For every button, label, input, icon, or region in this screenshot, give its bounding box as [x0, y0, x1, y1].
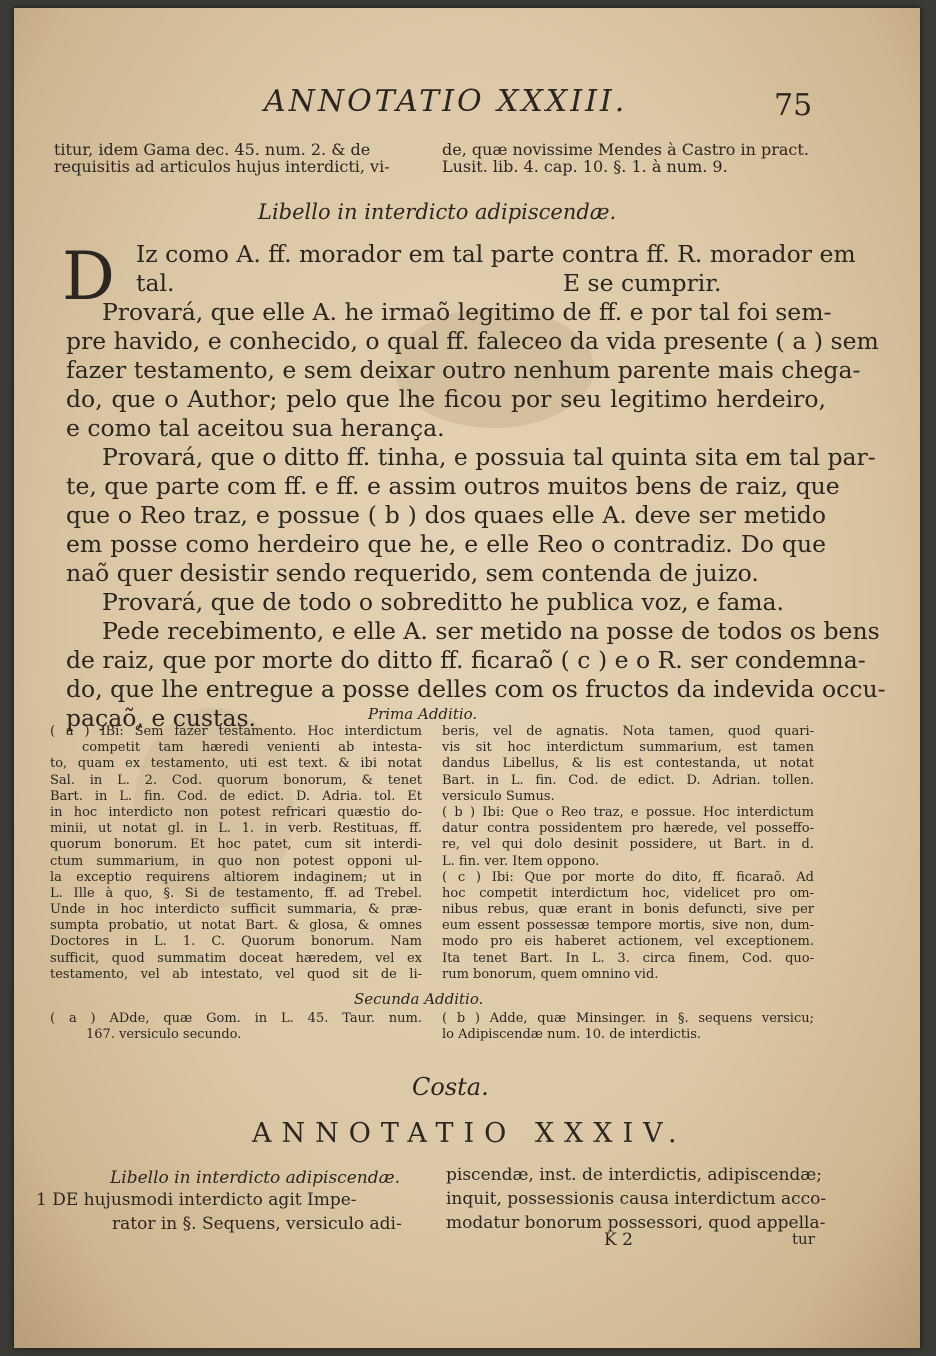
footnote-line: dandus Libellus, & lis est contestanda, ut notat	[442, 756, 814, 772]
text-line: Provará, que elle A. he irmaõ legitimo de ff. e por tal foi sem-	[102, 298, 832, 326]
libello-title: Libello in interdicto adipiscendæ.	[258, 200, 617, 224]
footnote-line: versiculo Sumus.	[442, 788, 555, 804]
text-line: Iz como A. ff. morador em tal parte contra ff. R. morador em	[136, 240, 856, 268]
text-line: que o Reo traz, e possue ( b ) dos quaes elle A. deve ser metido	[66, 501, 826, 529]
footnote-line: re, vel qui dolo desinit possidere, ut Bart. in d.	[442, 837, 814, 853]
footnote-line: in hoc interdicto non potest refricari quæstio do-	[50, 804, 422, 820]
footnote-line: sumpta probatio, ut notat Bart. & glosa, & omnes	[50, 918, 422, 934]
text-line: Pede recebimento, e elle A. ser metido na posse de todos os bens	[102, 617, 880, 645]
drop-cap: D	[62, 238, 115, 315]
text-line: titur, idem Gama dec. 45. num. 2. & de	[54, 140, 371, 159]
text-line: Provará, que o ditto ff. tinha, e possuia tal quinta sita em tal par-	[102, 443, 876, 471]
footnote-line: L. fin. ver. Item oppono.	[442, 853, 600, 869]
text-line: do, que o Author; pelo que lhe ficou por seu legitimo herdeiro,	[66, 385, 826, 413]
annotatio-heading: ANNOTATIO XXXIV.	[252, 1118, 687, 1149]
footnote-line: testamento, vel ab intestato, vel quod sit de li-	[50, 966, 422, 982]
text-line: piscendæ, inst. de interdictis, adipiscendæ;	[446, 1165, 823, 1185]
footnote-line: ctum summarium, in quo non potest opponi ul-	[50, 853, 422, 869]
text-line: naõ quer desistir sendo requerido, sem contenda de juizo.	[66, 559, 759, 587]
text-line: tal. E se cumprir.	[136, 269, 722, 297]
footnote-line: lo Adipiscendæ num. 10. de interdictis.	[442, 1027, 702, 1043]
footnote-line: competit tam hæredi venienti ab intesta-	[82, 740, 422, 756]
footnotes-left	[50, 724, 422, 983]
text-line: de, quæ novissime Mendes à Castro in pract.	[442, 140, 809, 159]
text-line: te, que parte com ff. e ff. e assim outros muitos bens de raiz, que	[66, 472, 840, 500]
lower-right-column	[446, 1163, 826, 1235]
text-line: Provará, que de todo o sobreditto he publica voz, e fama.	[102, 588, 784, 616]
text-line: de raiz, que por morte do ditto ff. ficaraõ ( c ) e o R. ser condemna-	[66, 646, 866, 674]
footnote-line: datur contra possidentem pro hærede, vel posseffo-	[442, 821, 814, 837]
footnote-line: quorum bonorum. Et hoc patet, cum sit interdi-	[50, 837, 422, 853]
lower-left-title: Libello in interdicto adipiscendæ.	[110, 1168, 400, 1188]
footnote-line: eum essent possessæ tempore mortis, sive non, dum-	[442, 918, 814, 934]
secunda-additio-heading: Secunda Additio.	[354, 990, 484, 1008]
footnote-line: minii, ut notat gl. in L. 1. in verb. Restituas, ff.	[50, 821, 422, 837]
footnote-line: sufficit, quod summatim doceat hæredem, vel ex	[50, 950, 422, 966]
footnote-line: Doctores in L. 1. C. Quorum bonorum. Nam	[50, 934, 422, 950]
lower-left-column	[36, 1188, 402, 1236]
catchword-costa: Costa.	[412, 1073, 489, 1101]
footnote-line: Sal. in L. 2. Cod. quorum bonorum, & tenet	[50, 772, 422, 788]
footnote-line: vis sit hoc interdictum summarium, est tamen	[442, 740, 814, 756]
text-line: paçaõ, e custas.	[66, 704, 257, 732]
prima-additio-heading: Prima Additio.	[368, 705, 478, 723]
text-line: pre havido, e conhecido, o qual ff. faleceo da vida presente ( a ) sem	[66, 327, 879, 355]
footnote-line: beris, vel de agnatis. Nota tamen, quod quari-	[442, 724, 814, 739]
footnote-line: la exceptio requirens altiorem indaginem; ut in	[50, 869, 422, 885]
footnote-line: L. Ille à quo, §. Si de testamento, ff. ad Trebel.	[50, 885, 422, 901]
footnotes2-left	[50, 1011, 422, 1043]
footnote-line: Bart. in L. fin. Cod. de edict. D. Adrian. tollen.	[442, 772, 814, 788]
footnote-line: nibus rebus, quæ erant in bonis defuncti, sive per	[442, 902, 814, 918]
text-line: modatur bonorum possessori, quod appella-	[446, 1213, 826, 1233]
catchword: tur	[792, 1230, 815, 1248]
footnote-line: Unde in hoc interdicto sufficit summaria, & præ-	[50, 902, 422, 918]
footnote-line: rum bonorum, quem omnino vid.	[442, 966, 659, 982]
text-line: rator in §. Sequens, versiculo adi-	[112, 1214, 402, 1234]
text-line: em posse como herdeiro que he, e elle Reo o contradiz. Do que	[66, 530, 826, 558]
text-line: inquit, possessionis causa interdictum acco-	[446, 1189, 827, 1209]
footnote-line: Bart. in L. fin. Cod. de edict. D. Adria. tol. Et	[50, 788, 422, 804]
text-line: do, que lhe entregue a posse delles com os fructos da indevida occu-	[66, 675, 886, 703]
signature-mark: K 2	[604, 1230, 633, 1250]
footnotes-right	[442, 724, 814, 983]
footnote-line: to, quam ex testamento, uti est text. & ibi notat	[50, 756, 422, 772]
main-text	[66, 240, 886, 733]
text-line: Lusit. lib. 4. cap. 10. §. 1. à num. 9.	[442, 157, 728, 176]
running-header: ANNOTATIO XXXIII.	[264, 84, 628, 119]
page-number: 75	[774, 88, 813, 123]
footnote-line: modo pro eis haberet actionem, vel exceptionem.	[442, 934, 814, 950]
book-page	[14, 8, 920, 1348]
footnotes2-right	[442, 1011, 814, 1043]
footnote-line: ( a ) ADde, quæ Gom. in L. 45. Taur. num.	[50, 1011, 422, 1026]
top-right-column	[442, 141, 809, 175]
text-line: fazer testamento, e sem deixar outro nenhum parente mais chega-	[66, 356, 861, 384]
footnote-line: Ita tenet Bart. In L. 3. circa finem, Cod. quo-	[442, 950, 814, 966]
footnote-line: ( a ) IBi: Sem fazer testamento. Hoc interdictum	[50, 724, 422, 739]
top-left-column	[54, 141, 390, 175]
text-line: 1 DE hujusmodi interdicto agit Impe-	[36, 1190, 357, 1210]
footnote-line: ( b ) Adde, quæ Minsinger. in §. sequens versicu;	[442, 1011, 814, 1026]
text-line: requisitis ad articulos hujus interdicti, vi-	[54, 157, 390, 176]
footnote-line: ( c ) Ibi: Que por morte do dito, ff. ficaraõ. Ad	[442, 869, 814, 885]
footnote-line: ( b ) Ibi: Que o Reo traz, e possue. Hoc interdictum	[442, 804, 814, 820]
footnote-line: 167. versiculo secundo.	[86, 1027, 242, 1043]
footnote-line: hoc competit interdictum hoc, videlicet pro om-	[442, 885, 814, 901]
text-line: e como tal aceitou sua herança.	[66, 414, 445, 442]
